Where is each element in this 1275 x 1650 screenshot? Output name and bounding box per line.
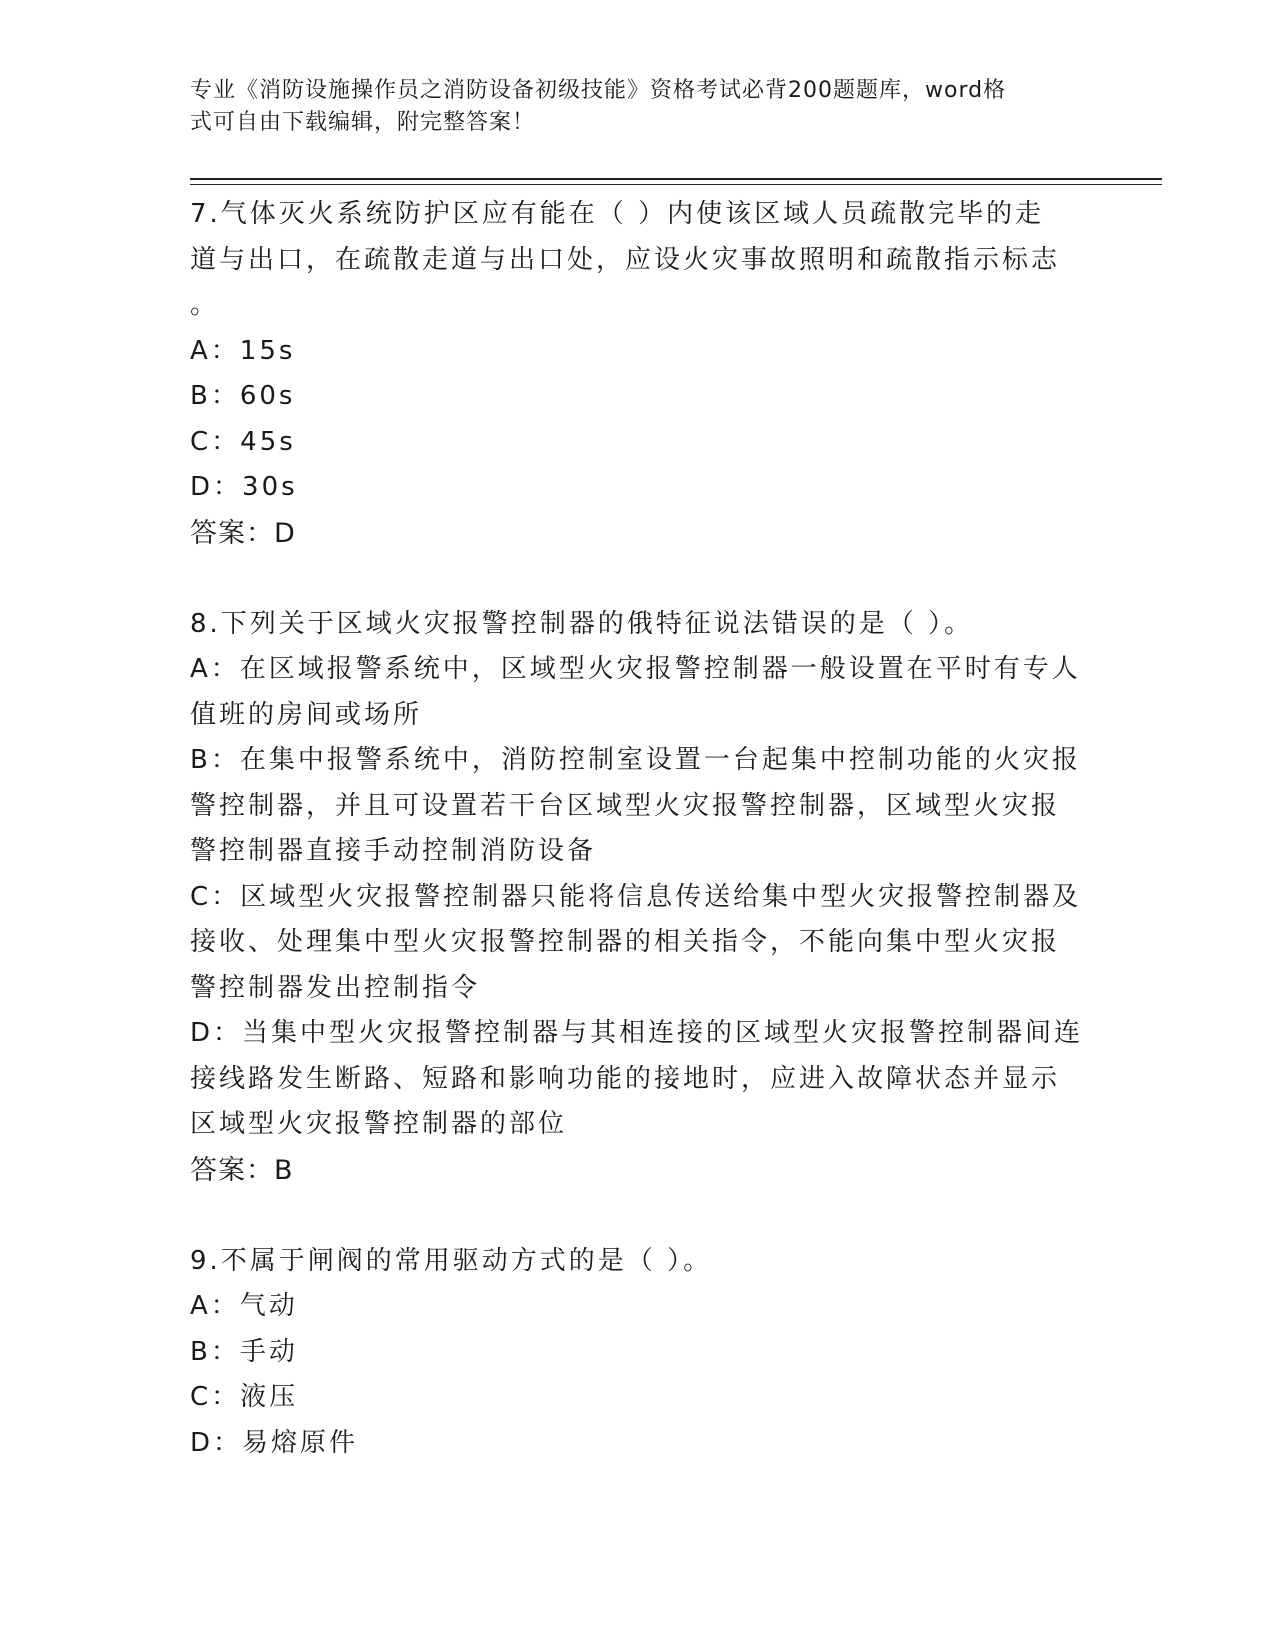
question-9 bbox=[190, 1239, 1090, 1467]
header-rule-thin bbox=[190, 184, 1162, 185]
option-line: C：区域型火灾报警控制器只能将信息传送给集中型火灾报警控制器及 bbox=[190, 881, 1082, 912]
option-line: 接收、处理集中型火灾报警控制器的相关指令，不能向集中型火灾报 bbox=[190, 927, 1061, 957]
spacer bbox=[190, 1193, 1090, 1239]
question-list bbox=[190, 192, 1090, 1466]
question-8 bbox=[190, 602, 1090, 1194]
option-line: 接线路发生断路、短路和影响功能的接地时，应进入故障状态并显示 bbox=[190, 1063, 1061, 1094]
option-line: 警控制器发出控制指令 bbox=[190, 972, 481, 1003]
spacer bbox=[190, 556, 1090, 602]
option-line: 值班的房间或场所 bbox=[190, 699, 423, 730]
option-line: B：在集中报警系统中，消防控制室设置一台起集中控制功能的火灾报 bbox=[190, 745, 1081, 775]
option-a: A：气动 bbox=[190, 1291, 298, 1321]
question-stem: 8.下列关于区域火灾报警控制器的俄特征说法错误的是（ ）。 bbox=[190, 608, 974, 639]
option-line: A：在区域报警系统中，区域型火灾报警控制器一般设置在平时有专人 bbox=[190, 654, 1081, 684]
question-stem-line: 道与出口，在疏散走道与出口处，应设火灾事故照明和疏散指示标志 bbox=[190, 244, 1061, 275]
header-line-2: 式可自由下载编辑，附完整答案！ bbox=[190, 110, 536, 135]
option-b: B：手动 bbox=[190, 1336, 298, 1367]
header-line-1: 专业《消防设施操作员之消防设备初级技能》资格考试必背200题题库，word格 bbox=[190, 78, 1007, 103]
option-line: 警控制器，并且可设置若干台区域型火灾报警控制器，区域型火灾报 bbox=[190, 790, 1061, 821]
option-c: C：液压 bbox=[190, 1382, 299, 1412]
header-rule-thick bbox=[190, 178, 1162, 180]
question-stem-line: 7.气体灭火系统防护区应有能在（ ）内使该区域人员疏散完毕的走 bbox=[190, 199, 1045, 229]
option-c bbox=[190, 875, 1090, 1012]
option-d: D：易熔原件 bbox=[190, 1427, 359, 1458]
option-line: 区域型火灾报警控制器的部位 bbox=[190, 1109, 568, 1139]
option-b: B：60s bbox=[190, 381, 296, 411]
option-d: D：30s bbox=[190, 472, 298, 502]
option-line: 警控制器直接手动控制消防设备 bbox=[190, 836, 597, 866]
option-c: C：45s bbox=[190, 426, 296, 457]
option-d bbox=[190, 1011, 1090, 1148]
question-stem: 9.不属于闸阀的常用驱动方式的是（ ）。 bbox=[190, 1245, 713, 1276]
question-7 bbox=[190, 192, 1090, 556]
option-line: D：当集中型火灾报警控制器与其相连接的区域型火灾报警控制器间连 bbox=[190, 1018, 1084, 1048]
option-b bbox=[190, 738, 1090, 875]
option-a: A：15s bbox=[190, 335, 296, 366]
question-stem-line: 。 bbox=[190, 290, 220, 320]
document-header bbox=[190, 75, 1070, 139]
option-a bbox=[190, 647, 1090, 738]
answer-line: 答案：D bbox=[190, 517, 296, 549]
answer-line: 答案：B bbox=[190, 1154, 294, 1186]
